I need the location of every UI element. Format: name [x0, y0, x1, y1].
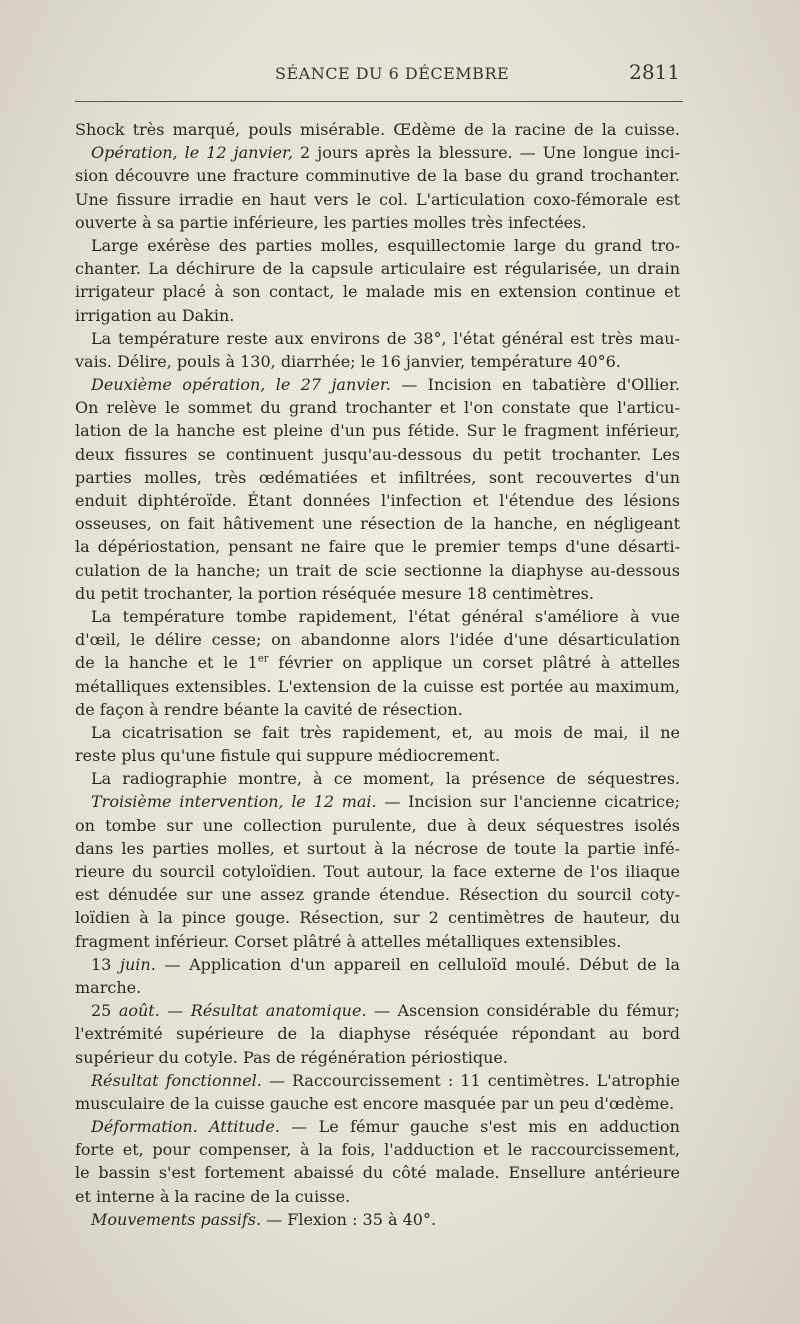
text-line: de la hanche et le 1er février on applique un corset plâtré à attelles — [75, 653, 681, 673]
header-rule — [75, 101, 683, 102]
text-line: osseuses, on fait hâtivement une résection de la hanche, en négligeant — [75, 514, 680, 534]
text-line: et interne à la racine de la cuisse. — [75, 1186, 351, 1206]
text-line: l'extrémité supérieure de la diaphyse réséquée répondant au bord — [75, 1024, 680, 1044]
text-line: irrigateur placé à son contact, le malade mis en extension continue et — [75, 282, 680, 302]
text-line: Opération, le 12 janvier, 2 jours après la blessure. — Une longue inci- — [91, 143, 680, 163]
text-line: La température tombe rapidement, l'état général s'améliore à vue — [91, 606, 680, 626]
text-line: forte et, pour compenser, à la fois, l'adduction et le raccourcissement, — [75, 1140, 680, 1160]
text-line: chanter. La déchirure de la capsule articulaire est régularisée, un drain — [75, 259, 680, 279]
text-line: sion découvre une fracture comminutive de la base du grand trochanter. — [75, 166, 680, 186]
text-line: lation de la hanche est pleine d'un pus fétide. Sur le fragment inférieur, — [75, 421, 680, 441]
text-line: supérieur du cotyle. Pas de régénération périostique. — [75, 1047, 508, 1067]
text-line: 25 août. — Résultat anatomique. — Ascension considérable du fémur; — [91, 1001, 680, 1021]
text-line: rieure du sourcil cotyloïdien. Tout autour, la face externe de l'os iliaque — [75, 862, 680, 881]
text-line: de façon à rendre béante la cavité de résection. — [75, 699, 463, 719]
header-title: SÉANCE DU 6 DÉCEMBRE — [275, 64, 510, 83]
running-header — [75, 60, 680, 90]
text-line: Large exérèse des parties molles, esquillectomie large du grand tro- — [91, 235, 680, 255]
text-line: fragment inférieur. Corset plâtré à attelles métalliques extensibles. — [75, 931, 622, 951]
text-line: la dépériostation, pensant ne faire que le premier temps d'une désarti- — [75, 537, 680, 557]
text-line: La cicatrisation se fait très rapidement, et, au mois de mai, il ne — [91, 722, 680, 742]
text-line: Mouvements passifs. — Flexion : 35 à 40°. — [91, 1209, 437, 1229]
text-line: musculaire de la cuisse gauche est encore masquée par un peu d'œdème. — [75, 1093, 675, 1113]
text-line: ouverte à sa partie inférieure, les parties molles très infectées. — [75, 212, 587, 232]
text-line: du petit trochanter, la portion réséquée mesure 18 centimètres. — [75, 583, 594, 603]
text-line: La radiographie montre, à ce moment, la présence de séquestres. — [91, 769, 680, 789]
text-line: le bassin s'est fortement abaissé du côté malade. Ensellure antérieure — [75, 1163, 680, 1183]
text-line: 13 juin. — Application d'un appareil en celluloïd moulé. Début de la — [91, 954, 680, 974]
text-line: Une fissure irradie en haut vers le col. L'articulation coxo-fémorale est — [75, 189, 680, 209]
text-line: on tombe sur une collection purulente, due à deux séquestres isolés — [75, 815, 680, 835]
text-line: Shock très marqué, pouls misérable. Œdème de la racine de la cuisse. — [75, 120, 680, 139]
text-line: On relève le sommet du grand trochanter et l'on constate que l'articu- — [75, 398, 680, 418]
text-line: La température reste aux environs de 38°, l'état général est très mau- — [91, 328, 680, 348]
text-line: loïdien à la pince gouge. Résection, sur 2 centimètres de hauteur, du — [75, 908, 680, 928]
text-line: culation de la hanche; un trait de scie sectionne la diaphyse au-dessous — [75, 560, 680, 580]
text-line: Troisième intervention, le 12 mai. — Incision sur l'ancienne cicatrice; — [91, 792, 681, 812]
text-line: Déformation. Attitude. — Le fémur gauche s'est mis en adduction — [91, 1117, 680, 1137]
page-number: 2811 — [629, 60, 680, 84]
text-line: parties molles, très œdématiées et infiltrées, sont recouvertes d'un — [75, 467, 680, 487]
text-line: Résultat fonctionnel. — Raccourcissement : 11 centimètres. L'atrophie — [91, 1070, 680, 1090]
text-line: Deuxième opération, le 27 janvier. — Incision en tabatière d'Ollier. — [91, 375, 681, 395]
text-line: reste plus qu'une fistule qui suppure médiocrement. — [75, 746, 501, 766]
text-line: enduit diphtéroïde. Étant données l'infection et l'étendue des lésions — [75, 491, 680, 510]
text-line: d'œil, le délire cesse; on abandonne alors l'idée d'une désarticulation — [75, 630, 680, 650]
article-body — [75, 118, 680, 1231]
text-line: métalliques extensibles. L'extension de la cuisse est portée au maximum, — [75, 676, 680, 696]
text-line: est dénudée sur une assez grande étendue. Résection du sourcil coty- — [75, 885, 680, 905]
text-line: deux fissures se continuent jusqu'au-dessous du petit trochanter. Les — [75, 444, 680, 464]
text-line: dans les parties molles, et surtout à la nécrose de toute la partie infé- — [75, 838, 680, 858]
text-line: vais. Délire, pouls à 130, diarrhée; le 16 janvier, température 40°6. — [75, 351, 621, 371]
text-line: irrigation au Dakin. — [75, 305, 235, 325]
text-line: marche. — [75, 977, 142, 997]
